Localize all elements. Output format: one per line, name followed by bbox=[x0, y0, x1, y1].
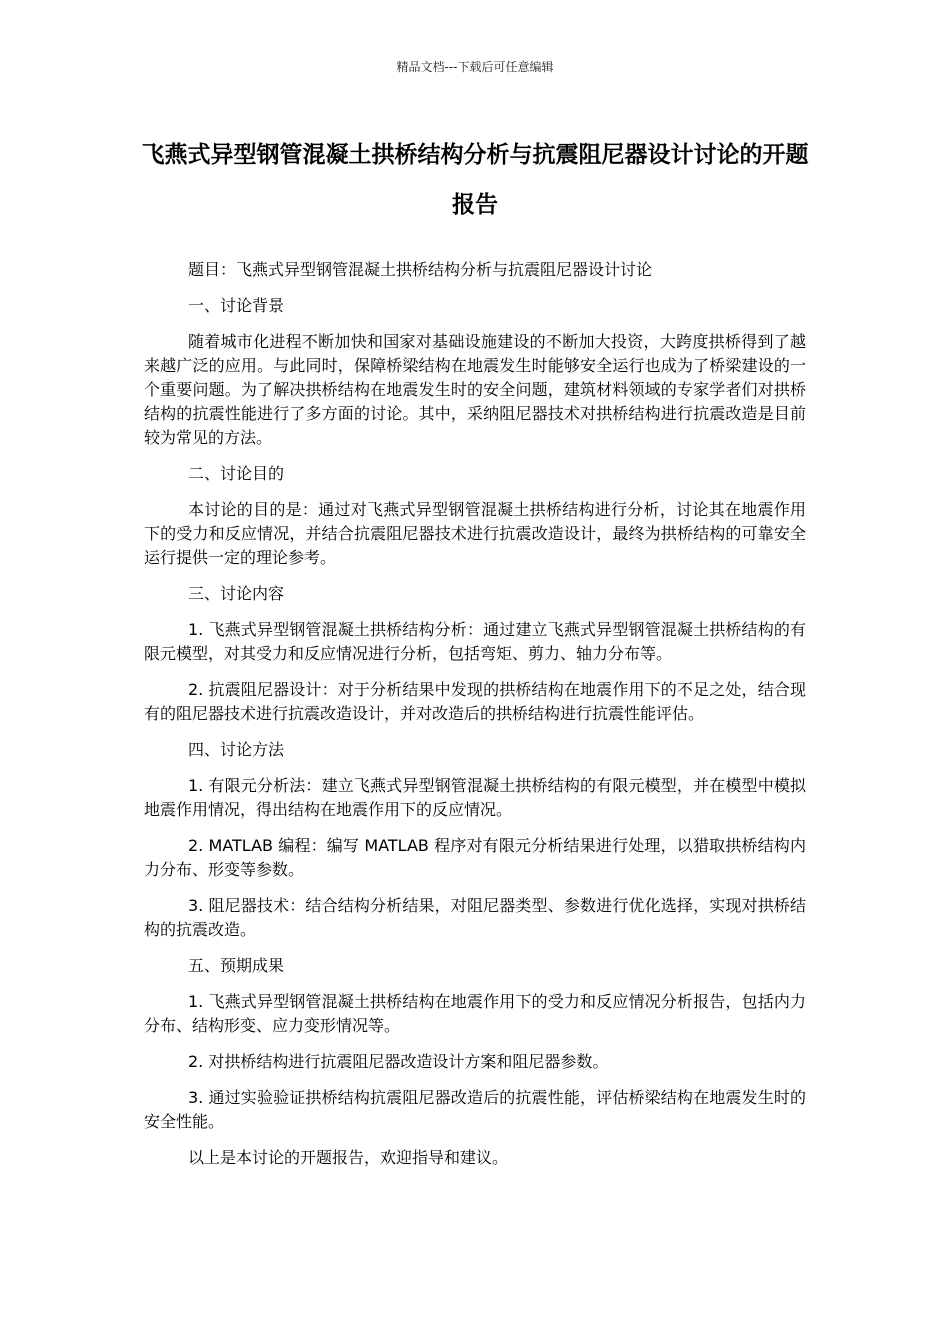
outcome-item: 1. 飞燕式异型钢管混凝土拱桥结构在地震作用下的受力和反应情况分析报告，包括内力分布、结构形变、应力变形情况等。 bbox=[144, 992, 806, 1035]
document-body bbox=[144, 258, 806, 1182]
section-heading-methods: 四、讨论方法 bbox=[188, 740, 285, 759]
method-item: 2. MATLAB 编程：编写 MATLAB 程序对有限元分析结果进行处理，以猎取拱桥结构内力分布、形变等参数。 bbox=[144, 836, 806, 879]
outcome-item: 2. 对拱桥结构进行抗震阻尼器改造设计方案和阻尼器参数。 bbox=[188, 1052, 609, 1071]
section-heading-background: 一、讨论背景 bbox=[188, 296, 285, 315]
closing-paragraph: 以上是本讨论的开题报告，欢迎指导和建议。 bbox=[188, 1148, 509, 1167]
section-heading-purpose: 二、讨论目的 bbox=[188, 464, 285, 483]
header-note: 精品文档---下载后可任意编辑 bbox=[396, 60, 554, 74]
method-item: 3. 阻尼器技术：结合结构分析结果，对阻尼器类型、参数进行优化选择，实现对拱桥结构的抗震改造。 bbox=[144, 896, 806, 939]
document-title: 飞燕式异型钢管混凝土拱桥结构分析与抗震阻尼器设计讨论的开题报告 bbox=[141, 142, 809, 218]
content-item: 2. 抗震阻尼器设计：对于分析结果中发现的拱桥结构在地震作用下的不足之处，结合现有的阻尼器技术进行抗震改造设计，并对改造后的拱桥结构进行抗震性能评估。 bbox=[144, 680, 806, 723]
purpose-paragraph: 本讨论的目的是：通过对飞燕式异型钢管混凝土拱桥结构进行分析，讨论其在地震作用下的受力和反应情况，并结合抗震阻尼器技术进行抗震改造设计，最终为拱桥结构的可靠安全运行提供一定的理论参考。 bbox=[144, 500, 806, 567]
background-paragraph: 随着城市化进程不断加快和国家对基础设施建设的不断加大投资，大跨度拱桥得到了越来越广泛的应用。与此同时，保障桥梁结构在地震发生时能够安全运行也成为了桥梁建设的一个重要问题。为了解决拱桥结构在地震发生时的安全问题，建筑材料领域的专家学者们对拱桥结构的抗震性能进行了多方面的讨论。其中，采纳阻尼器技术对拱桥结构进行抗震改造是目前较为常见的方法。 bbox=[144, 332, 806, 447]
content-item: 1. 飞燕式异型钢管混凝土拱桥结构分析：通过建立飞燕式异型钢管混凝土拱桥结构的有限元模型，对其受力和反应情况进行分析，包括弯矩、剪力、轴力分布等。 bbox=[144, 620, 806, 663]
method-item: 1. 有限元分析法：建立飞燕式异型钢管混凝土拱桥结构的有限元模型，并在模型中模拟地震作用情况，得出结构在地震作用下的反应情况。 bbox=[144, 776, 806, 819]
outcome-item: 3. 通过实验验证拱桥结构抗震阻尼器改造后的抗震性能，评估桥梁结构在地震发生时的安全性能。 bbox=[144, 1088, 806, 1131]
subject-line: 题目：飞燕式异型钢管混凝土拱桥结构分析与抗震阻尼器设计讨论 bbox=[188, 260, 653, 279]
section-heading-outcomes: 五、预期成果 bbox=[188, 956, 285, 975]
section-heading-content: 三、讨论内容 bbox=[188, 584, 285, 603]
